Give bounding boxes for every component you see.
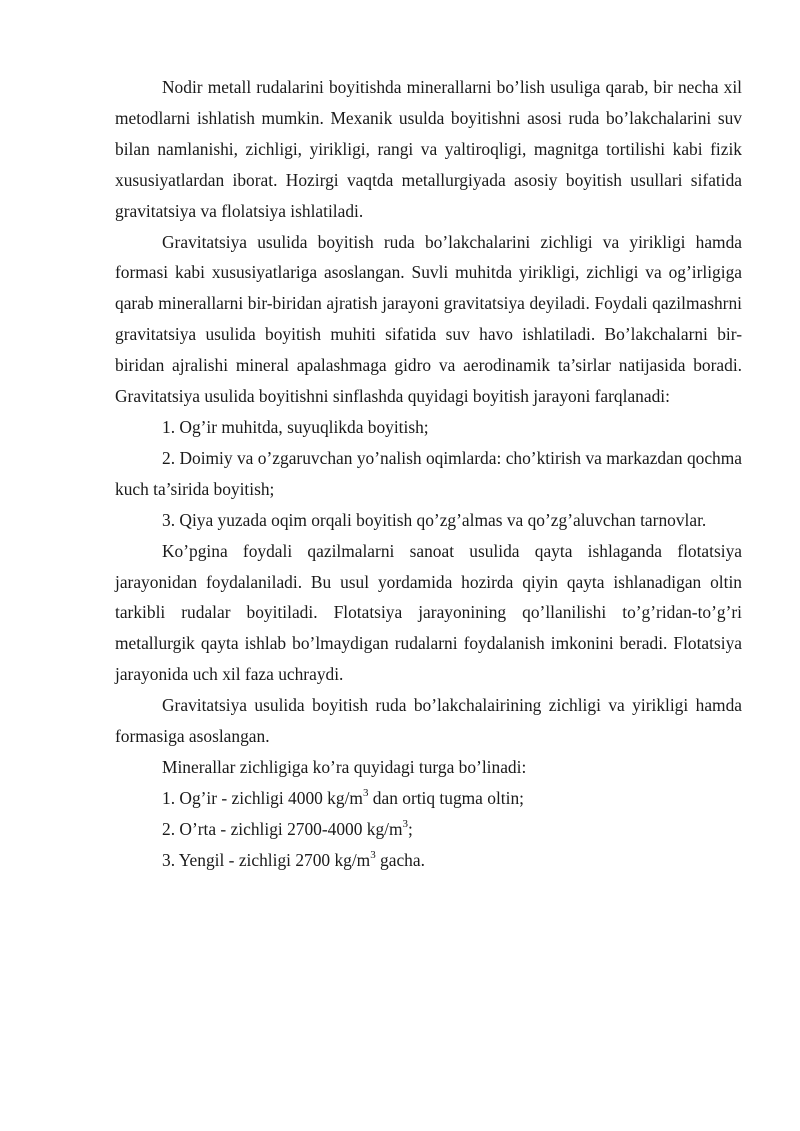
- superscript: 3: [362, 787, 369, 800]
- density-item-text: 2. O’rta - zichligi 2700-4000 kg/m: [162, 818, 403, 839]
- paragraph-intro: Nodir metall rudalarini boyitishda minerallarni bo’lish usuliga qarab, bir necha xil metodlarni ishlatish mumkin. Mexanik usulda boyitishni asosi ruda bo’lakchalarini suv bilan namlanishi, zichligi, yirikligi, rangi va yaltiroqligi, magnitga tortilishi kabi fizik xususiyatlardan iborat. Hozirgi vaqtda metallurgiyada asosiy boyitish usullari sifatida gravitatsiya va flolatsiya ishlatiladi.: [115, 77, 742, 221]
- paragraph-gravitation-summary: Gravitatsiya usulida boyitish ruda bo’lakchalairining zichligi va yirikligi hamda formasiga asoslangan.: [115, 695, 742, 747]
- paragraph-gravitation: Gravitatsiya usulida boyitish ruda bo’lakchalarini zichligi va yirikligi hamda formasi kabi xususiyatlariga asoslangan. Suvli muhitda yirikligi, zichligi va og’irligiga qarab minerallarni bir-biridan ajratish jarayoni gravitatsiya deyiladi. Foydali qazilmashrni gravitatsiya usulida boyitish muhiti sifatida suv havo ishlatiladi. Bo’lakchalarni bir-biridan ajralishi mineral apalashmaga gidro va aerodinamik ta’sirlar natijasida boradi. Gravitatsiya usulida boyitishni sinflashda quyidagi boyitish jarayoni farqlanadi:: [115, 231, 742, 407]
- list-item-flow: 2. Doimiy va o’zgaruvchan yo’nalish oqimlarda: cho’ktirish va markazdan qochma kuch ta’sirida boyitish;: [115, 447, 742, 499]
- density-item-heavy: [115, 783, 742, 814]
- superscript: 3: [402, 817, 409, 830]
- density-item-text: 3. Yengil - zichligi 2700 kg/m: [162, 849, 371, 870]
- density-item-text: ;: [408, 818, 413, 839]
- superscript: 3: [370, 848, 376, 861]
- density-item-text: dan ortiq tugma oltin;: [368, 787, 524, 808]
- density-item-text: gacha.: [375, 849, 425, 870]
- paragraph-flotation: Ko’pgina foydali qazilmalarni sanoat usulida qayta ishlaganda flotatsiya jarayonidan foydalaniladi. Bu usul yordamida hozirda qiyin qayta ishlanadigan oltin tarkibli rudalar boyitiladi. Flotatsiya jarayonining qo’llanilishi to’g’ridan-to’g’ri metallurgik qayta ishlab bo’lmaydigan rudalarni foydalanish imkonini beradi. Flotatsiya jarayonida uch xil faza uchraydi.: [115, 540, 742, 685]
- list-item-inclined: 3. Qiya yuzada oqim orqali boyitish qo’zg’almas va qo’zg’aluvchan tarnovlar.: [162, 509, 707, 530]
- density-item-medium: [115, 814, 742, 845]
- density-item-light: [115, 845, 742, 876]
- density-item-text: 1. Og’ir - zichligi 4000 kg/m: [162, 787, 363, 808]
- paragraph-density-intro: Minerallar zichligiga ko’ra quyidagi turga bo’linadi:: [162, 756, 527, 777]
- list-item-heavy-medium: 1. Og’ir muhitda, suyuqlikda boyitish;: [162, 416, 429, 437]
- document-body: [115, 72, 742, 876]
